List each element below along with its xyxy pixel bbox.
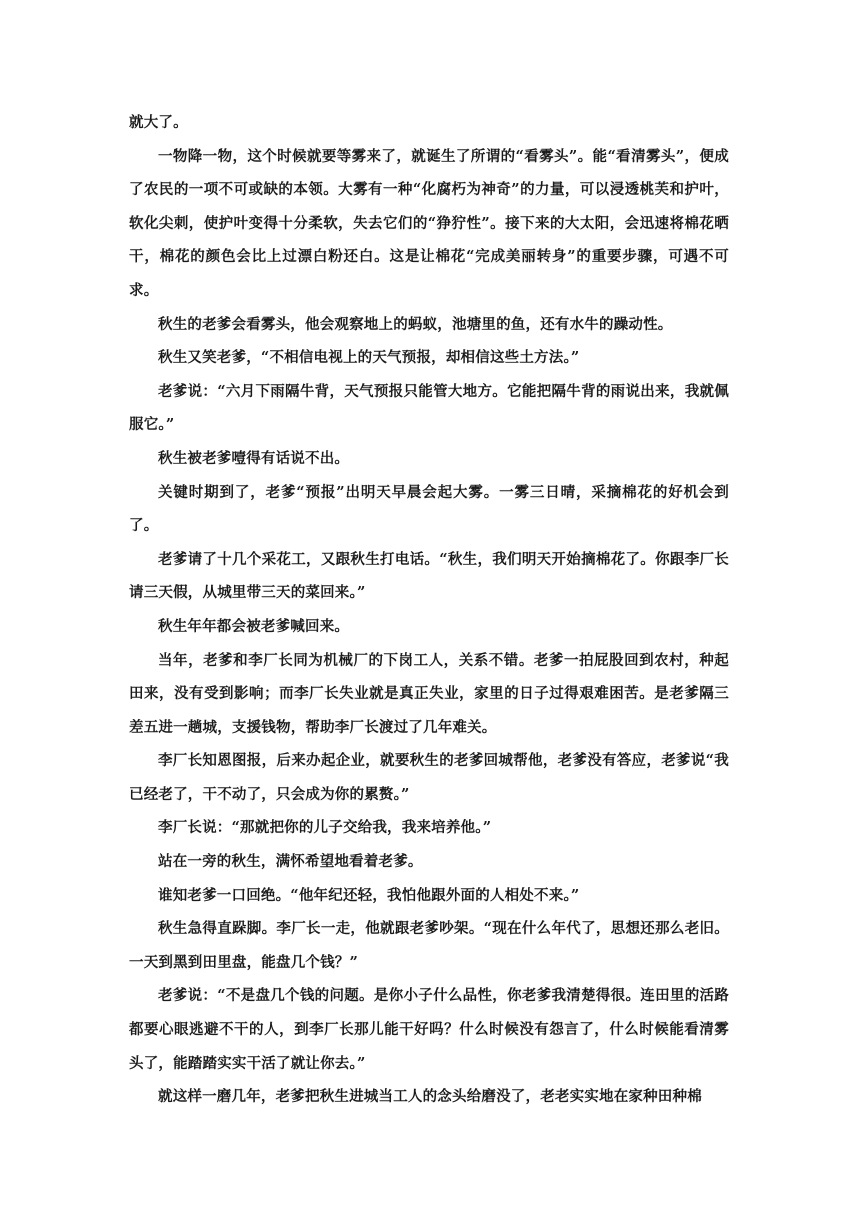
paragraph-11: 李厂长知恩图报，后来办起企业，就要秋生的老爹回城帮他，老爹没有答应，老爹说“我已经老了，干不动了，只会成为你的累赘。” [129,752,729,803]
paragraph-15: 秋生急得直跺脚。李厂长一走，他就跟老爹吵架。“现在什么年代了，思想还那么老旧。一天到黑到田里盘，能盘几个钱？” [129,920,729,971]
paragraph-12: 李厂长说：“那就把你的儿子交给我，我来培养他。” [158,819,492,837]
paragraph-7: 关键时期到了，老爹“预报”出明天早晨会起大雾。一雾三日晴，采摘棉花的好机会到了。 [129,483,729,535]
paragraph-13: 站在一旁的秋生，满怀希望地看着老爹。 [158,853,423,871]
document-page [129,106,729,1114]
paragraph-1: 就大了。 [129,114,188,131]
paragraph-5: 老爹说：“六月下雨隔牛背，天气预报只能管大地方。它能把隔牛背的雨说出来，我就佩服它。” [129,382,729,434]
paragraph-14: 谁知老爹一口回绝。“他年纪还轻，我怕他跟外面的人相处不来。” [158,886,580,904]
paragraph-17: 就这样一磨几年，老爹把秋生进城当工人的念头给磨没了，老老实实地在家种田种棉 [158,1088,702,1106]
paragraph-3: 秋生的老爹会看雾头，他会观察地上的蚂蚁，池塘里的鱼，还有水牛的躁动性。 [158,315,673,333]
paragraph-6: 秋生被老爹噎得有话说不出。 [158,449,350,467]
paragraph-10: 当年，老爹和李厂长同为机械厂的下岗工人，关系不错。老爹一拍屁股回到农村，种起田来，没有受到影响；而李厂长失业就是真正失业，家里的日子过得艰难困苦。是老爹隔三差五进一趟城，支援钱物，帮助李厂长渡过了几年难关。 [129,651,729,736]
paragraph-2: 一物降一物，这个时候就要等雾来了，就诞生了所谓的“看雾头”。能“看清雾头”，便成了农民的一项不可或缺的本领。大雾有一种“化腐朽为神奇”的力量，可以浸透桃芙和护叶，软化尖刺，使护叶变得十分柔软，失去它们的“狰狞性”。接下来的大太阳，会迅速将棉花晒干，棉花的颜色会比上过漂白粉还白。这是让棉花“完成美丽转身”的重要步骤，可遇不可求。 [129,147,729,299]
paragraph-4: 秋生又笑老爹，“不相信电视上的天气预报，却相信这些土方法。” [158,349,580,367]
paragraph-9: 秋生年年都会被老爹喊回来。 [158,617,350,635]
paragraph-8: 老爹请了十几个采花工，又跟秋生打电话。“秋生，我们明天开始摘棉花了。你跟李厂长请三天假，从城里带三天的菜回来。” [129,550,729,602]
paragraph-16: 老爹说：“不是盘几个钱的问题。是你小子什么品性，你老爹我清楚得很。连田里的活路都要心眼逃避不干的人，到李厂长那儿能干好吗？什么时候没有怨言了，什么时候能看清雾头了，能踏踏实实干活了就让你去。” [129,987,729,1072]
